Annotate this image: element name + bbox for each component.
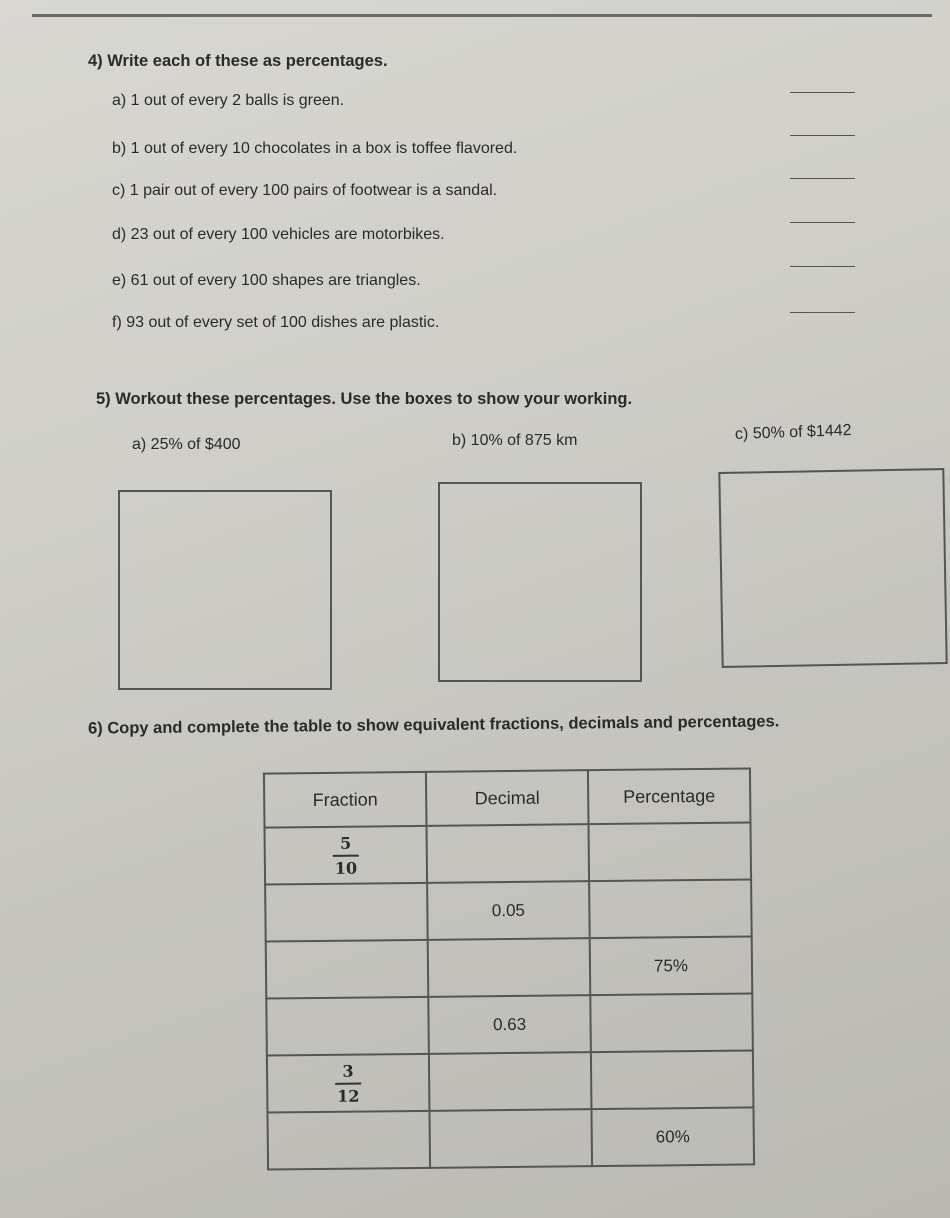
answer-line-c[interactable] (790, 178, 855, 179)
table-row (267, 1107, 754, 1169)
decimal-cell[interactable] (429, 1052, 592, 1111)
table-row (266, 993, 753, 1055)
q4-item-e: e) 61 out of every 100 shapes are triangles. (112, 272, 421, 289)
q5-part-b: b) 10% of 875 km (452, 432, 578, 449)
table-row (266, 936, 753, 998)
percentage-cell[interactable] (591, 1050, 754, 1109)
fraction (335, 1061, 361, 1105)
fraction-cell[interactable] (267, 1054, 430, 1113)
question-6-title: 6) Copy and complete the table to show equivalent fractions, decimals and percentages. (87, 712, 780, 738)
header-percentage: Percentage (588, 768, 751, 824)
header-fraction: Fraction (264, 772, 427, 828)
fraction-cell[interactable] (266, 997, 429, 1056)
answer-line-d[interactable] (790, 222, 855, 223)
header-decimal: Decimal (426, 770, 589, 826)
fraction-cell[interactable] (267, 1111, 430, 1170)
answer-line-f[interactable] (790, 312, 855, 313)
decimal-cell[interactable] (429, 1109, 592, 1168)
fraction (333, 833, 359, 877)
q4-item-d: d) 23 out of every 100 vehicles are motorbikes. (112, 226, 445, 243)
fraction-cell[interactable] (265, 826, 428, 885)
question-5-title: 5) Workout these percentages. Use the boxes to show your working. (96, 390, 633, 408)
working-box-c[interactable] (718, 468, 947, 668)
q5-part-a: a) 25% of $400 (132, 436, 241, 453)
denominator: 12 (337, 1086, 360, 1106)
answer-line-e[interactable] (790, 266, 855, 267)
header-rule (32, 14, 932, 17)
q4-item-f: f) 93 out of every set of 100 dishes are plastic. (112, 314, 440, 331)
percentage-cell[interactable]: 60% (591, 1107, 754, 1166)
working-box-b[interactable] (438, 482, 642, 682)
answer-line-b[interactable] (790, 135, 855, 136)
numerator: 5 (339, 833, 352, 853)
fraction-cell[interactable] (266, 940, 429, 999)
q4-item-b: b) 1 out of every 10 chocolates in a box is toffee flavored. (112, 140, 518, 157)
percentage-cell[interactable] (589, 879, 752, 938)
equivalence-table (263, 767, 755, 1170)
decimal-cell[interactable] (426, 824, 589, 883)
fraction-cell[interactable] (265, 883, 428, 942)
answer-line-a[interactable] (790, 92, 855, 93)
table-row (265, 879, 752, 941)
working-box-a[interactable] (118, 490, 332, 690)
q5-part-c: c) 50% of $1442 (734, 421, 852, 444)
numerator: 3 (342, 1061, 354, 1081)
percentage-cell[interactable]: 75% (590, 936, 753, 995)
table-row (267, 1050, 754, 1112)
decimal-cell[interactable]: 0.05 (427, 881, 590, 940)
denominator: 10 (334, 858, 358, 878)
percentage-cell[interactable] (590, 993, 753, 1052)
decimal-cell[interactable]: 0.63 (428, 995, 591, 1054)
table-row (265, 822, 752, 884)
percentage-cell[interactable] (588, 822, 751, 881)
q4-item-a: a) 1 out of every 2 balls is green. (112, 92, 345, 109)
decimal-cell[interactable] (428, 938, 591, 997)
q4-item-c: c) 1 pair out of every 100 pairs of footwear is a sandal. (112, 182, 498, 199)
question-4-title: 4) Write each of these as percentages. (88, 52, 388, 70)
